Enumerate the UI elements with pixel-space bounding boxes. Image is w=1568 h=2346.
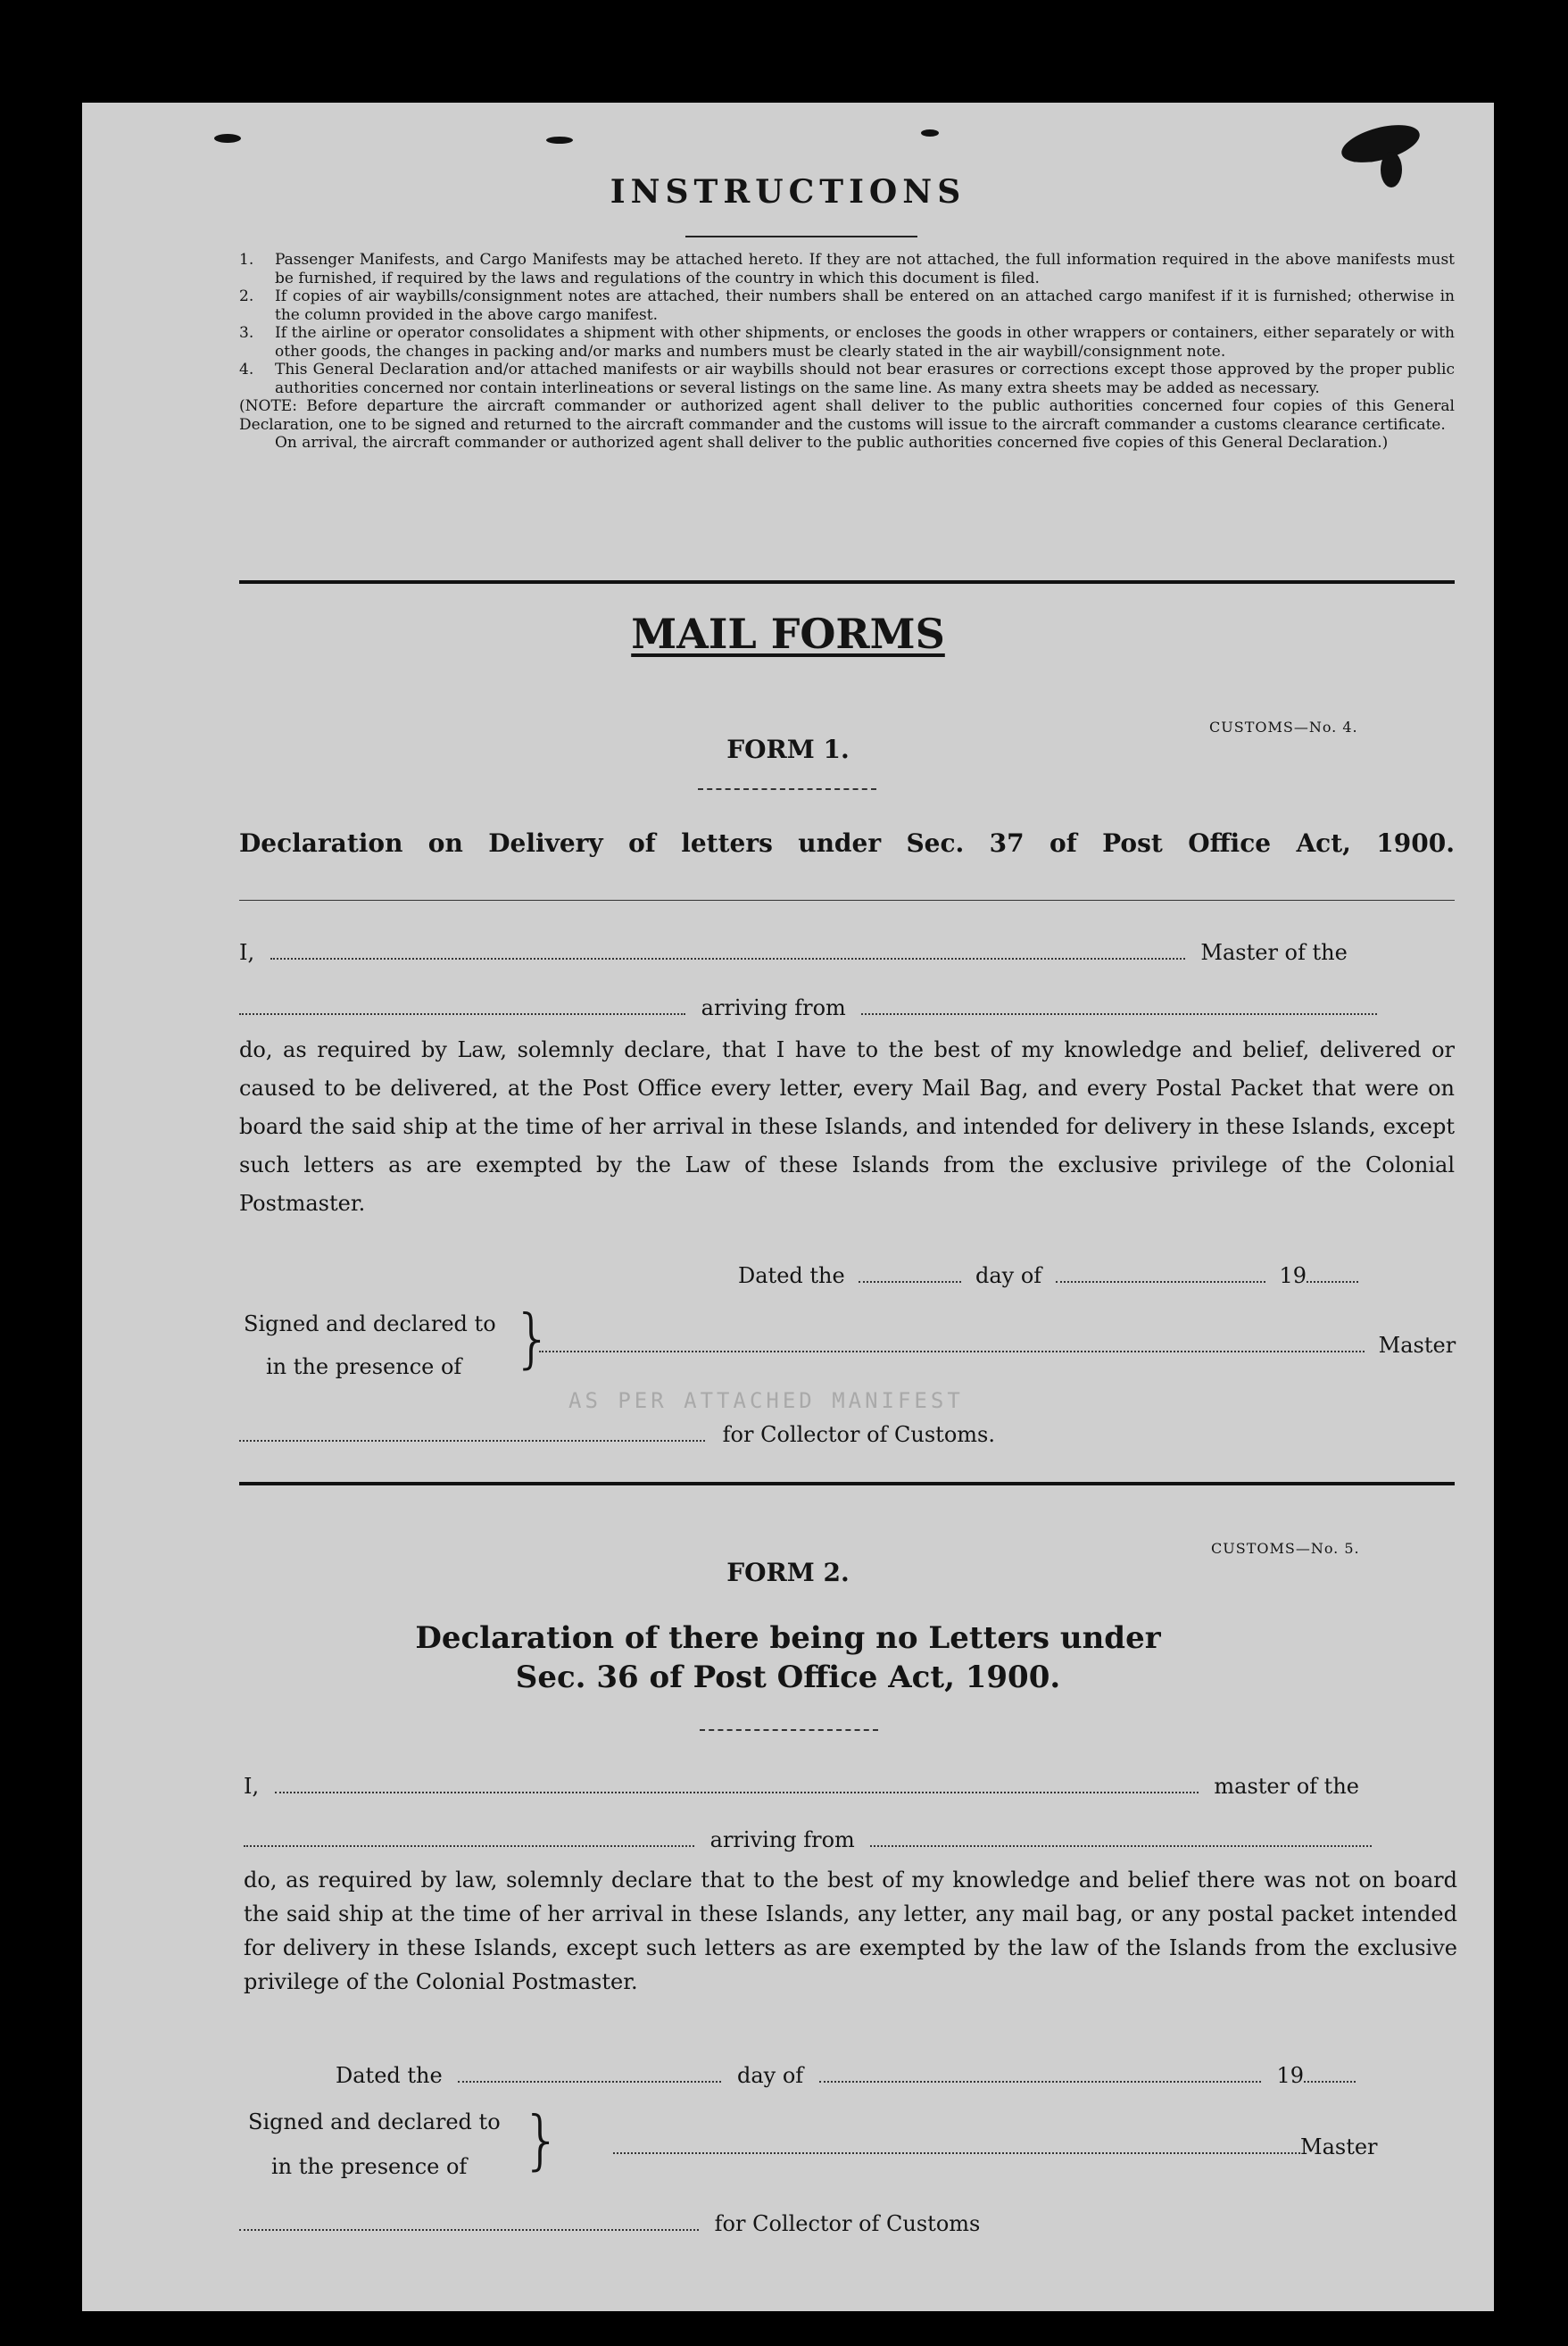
mail-forms-title: MAIL FORMS	[631, 610, 945, 658]
month-blank[interactable]	[1056, 1265, 1265, 1283]
form2-collector-line: for Collector of Customs	[239, 2211, 980, 2236]
form1-brace: }	[512, 1301, 553, 1376]
instruction-item: 4. This General Declaration and/or attached manifests or air waybills should not bear erasures or corrections except those approved by the proper public authorities concerned nor contain interlineations or several listings on the same line. As many extra sheets may be added as necessary.	[239, 361, 1455, 397]
form1-name-line: I, Master of the	[239, 940, 1348, 965]
form1-arriving-line: arriving from	[239, 995, 1377, 1020]
form2-arriving-line: arriving from	[244, 1827, 1372, 1852]
form2-customs-number: CUSTOMS—No. 5.	[1211, 1540, 1360, 1557]
master-signature-blank[interactable]	[613, 2136, 1300, 2154]
ship-blank[interactable]	[244, 1829, 694, 1847]
form1-title: FORM 1.	[726, 735, 850, 764]
ship-blank[interactable]	[239, 997, 685, 1015]
name-blank[interactable]	[270, 942, 1185, 960]
scan-blot	[214, 134, 241, 143]
form1-customs-number: CUSTOMS—No. 4.	[1209, 719, 1358, 736]
document-page	[82, 103, 1494, 2311]
form1-master-line: Master	[539, 1333, 1456, 1358]
form1-title-rule	[698, 788, 876, 790]
month-blank[interactable]	[819, 2065, 1261, 2083]
form2-signed-label: Signed and declared to	[248, 2109, 501, 2134]
form2-presence-label: in the presence of	[271, 2154, 468, 2179]
name-blank[interactable]	[275, 1776, 1199, 1793]
instruction-note-arrival: On arrival, the aircraft commander or authorized agent shall deliver to the public authorities concerned five copies of this General Declaration.)	[275, 434, 1389, 452]
scan-blot	[921, 129, 939, 137]
scan-blot	[546, 137, 573, 144]
instruction-item: 1. Passenger Manifests, and Cargo Manifests may be attached hereto. If they are not attached, the full information required in the above manifests must be furnished, if required by the laws and regulations of the country in which this document is filed.	[239, 251, 1455, 287]
day-blank[interactable]	[458, 2065, 721, 2083]
origin-blank[interactable]	[870, 1829, 1372, 1847]
form2-body: do, as required by law, solemnly declare that to the best of my knowledge and belief there was not on board the said ship at the time of her arrival in these Islands, any letter, any mail bag, or any postal packet intended for delivery in these Islands, except such letters as are exempted by the law of the Islands from the exclusive privilege of the Colonial Postmaster.	[244, 1868, 1457, 1994]
year-blank[interactable]	[1304, 2065, 1356, 2083]
instruction-note: (NOTE: Before departure the aircraft commander or authorized agent shall deliver to the public authorities concerned four copies of this General Declaration, one to be signed and returned to the aircraft commander and the customs will issue to the aircraft commander a customs clearance certificate.	[239, 397, 1455, 434]
form1-presence-label: in the presence of	[266, 1354, 462, 1379]
instructions-title: INSTRUCTIONS	[610, 173, 967, 211]
day-blank[interactable]	[859, 1265, 961, 1283]
form1-dated-line: Dated the day of 19	[738, 1263, 1358, 1288]
bleed-through-stamp: AS PER ATTACHED MANIFEST	[568, 1388, 964, 1413]
form2-name-line: I, master of the	[244, 1774, 1359, 1799]
collector-signature-blank[interactable]	[239, 2213, 699, 2231]
form1-body: do, as required by Law, solemnly declare, that I have to the best of my knowledge and belief, delivered or caused to be delivered, at the Post Office every letter, every Mail Bag, and every Postal Packet that were on board the said ship at the time of her arrival in these Islands, and intended for delivery in these Islands, except such letters as are exempted by the Law of these Islands from the exclusive privilege of the Colonial Postmaster.	[239, 1037, 1455, 1216]
form2-dated-line: Dated the day of 19	[336, 2063, 1356, 2088]
form1-heading-rule	[239, 900, 1455, 901]
form2-brace: }	[521, 2102, 562, 2177]
form2-title-rule	[700, 1729, 878, 1731]
form1-declaration-heading: Declaration on Delivery of letters under Sec. 37 of Post Office Act, 1900.	[239, 828, 1455, 858]
section-divider	[239, 580, 1455, 584]
form-divider	[239, 1482, 1455, 1485]
form2-master-line: Master	[613, 2134, 1378, 2159]
instructions-list	[239, 251, 1455, 453]
instructions-rule	[685, 236, 917, 237]
form2-subtitle: Declaration of there being no Letters under Sec. 36 of Post Office Act, 1900.	[415, 1620, 1161, 1695]
instruction-item: 3. If the airline or operator consolidates a shipment with other shipments, or encloses the goods in other wrappers or containers, either separately or with other goods, the changes in packing and/or marks and numbers must be clearly stated in the air waybill/consignment note.	[239, 324, 1455, 361]
form2-title: FORM 2.	[726, 1558, 850, 1587]
year-blank[interactable]	[1307, 1265, 1358, 1283]
origin-blank[interactable]	[861, 997, 1377, 1015]
collector-signature-blank[interactable]	[239, 1424, 705, 1442]
instruction-item: 2. If copies of air waybills/consignment notes are attached, their numbers shall be entered on an attached cargo manifest if it is furnished; otherwise in the column provided in the above cargo manifest.	[239, 287, 1455, 324]
form1-collector-line: for Collector of Customs.	[239, 1422, 995, 1447]
master-signature-blank[interactable]	[539, 1335, 1365, 1352]
form1-signed-label: Signed and declared to	[244, 1311, 496, 1336]
